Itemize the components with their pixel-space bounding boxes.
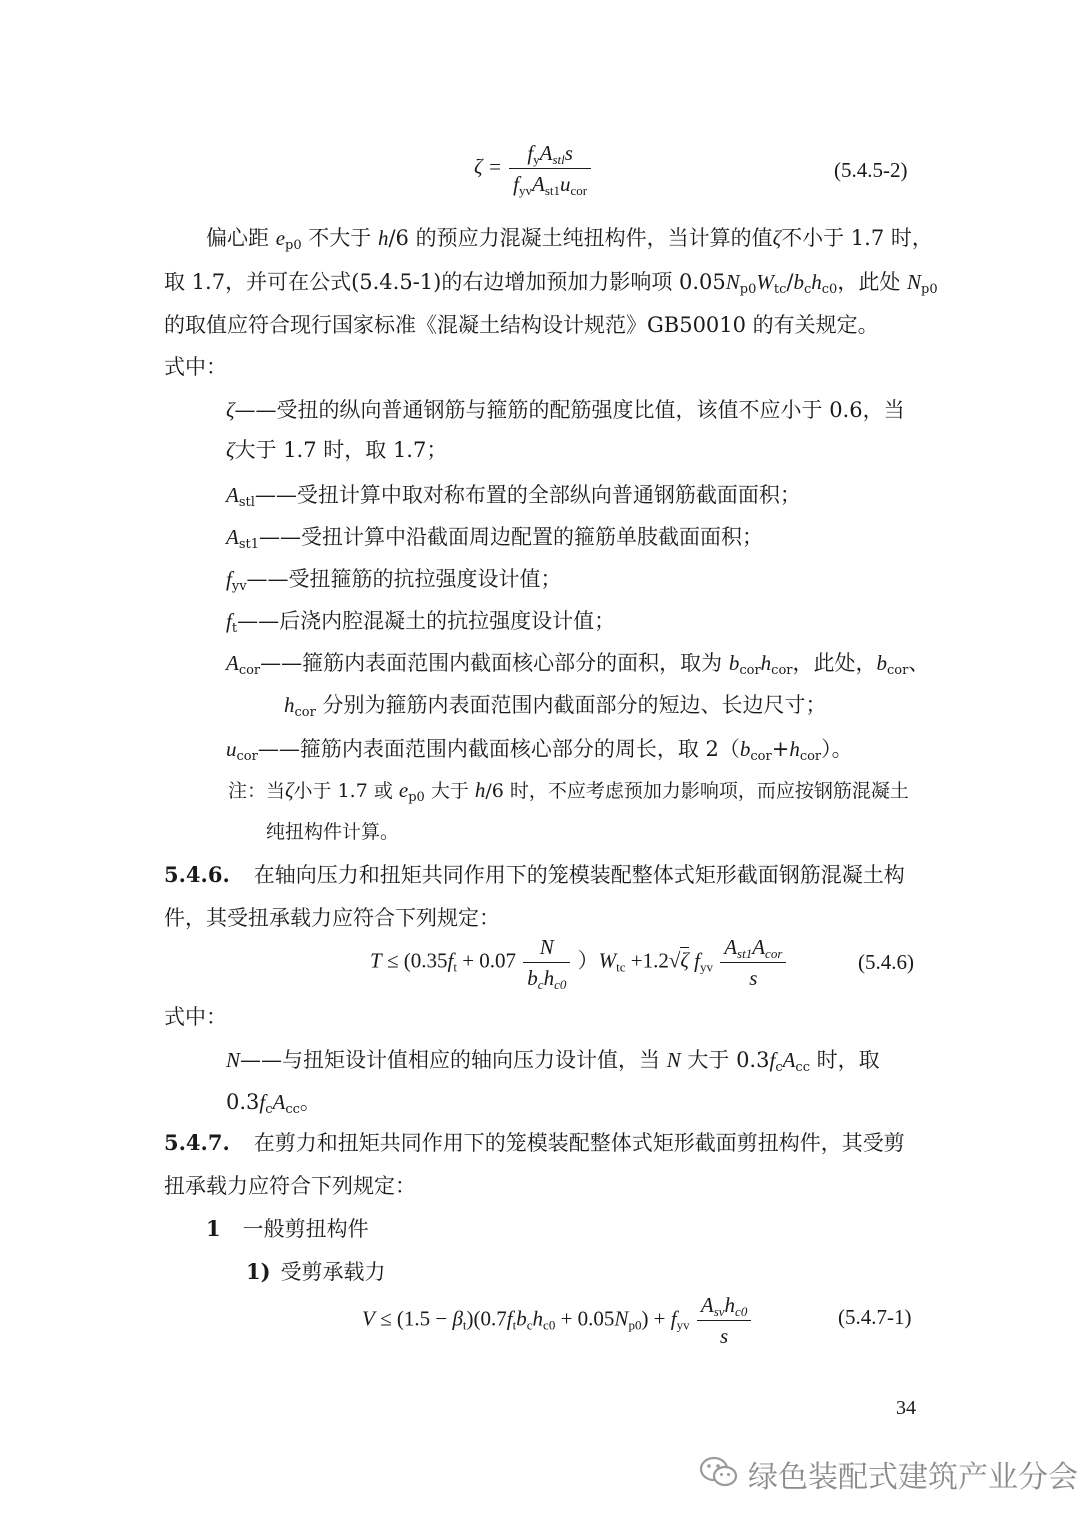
equation-5-4-6: $T \le (0.35f_t + 0.07$ $\frac{N}{b_ch_{c0}}$ ）$W_{tc} +1.2√\zeta$ $f_{yv}$ $\frac{A_{st1}A_{cor}}{s}$	[370, 934, 788, 991]
watermark-text: 绿色装配式建筑产业分会	[748, 1460, 1078, 1495]
section-5-4-6-cont: 件，其受扭承载力应符合下列规定：	[164, 906, 500, 930]
fraction: $\frac{A_{st1}A_{cor}}{s}$	[720, 934, 786, 991]
fraction: $\frac{N}{b_ch_{c0}}$	[523, 934, 570, 991]
page-number: 34	[896, 1397, 916, 1419]
note-line: 纯扭构件计算。	[266, 821, 400, 843]
wechat-icon	[698, 1454, 740, 1490]
where-label: 式中：	[164, 1005, 227, 1029]
section-5-4-6: 5.4.6. 在轴向压力和扭矩共同作用下的笼模装配整体式矩形截面钢筋混凝土构	[164, 862, 905, 887]
sqrt-sign: √	[668, 948, 681, 973]
definition-acor: $A_{cor}——$箍筋内表面范围内截面核心部分的面积，取为 $b_{cor}h_{cor}$，此处，$b_{cor}$、	[226, 651, 930, 678]
fraction: $\frac{f_yA_{stl}s}{f_{yv}A_{st1}u_{cor}}$	[509, 140, 591, 197]
fraction: $\frac{A_{sv}h_{c0}}{s}$	[697, 1292, 751, 1349]
paragraph-line: 取 1.7，并可在公式(5.4.5-1)的右边增加预加力影响项 $0.05N_{p0}W_{tc}/b_ch_{c0}$，此处 $N_{p0}$	[164, 270, 938, 297]
equation-number: (5.4.5-2)	[834, 158, 908, 182]
definition-astl: $A_{stl}——$受扭计算中取对称布置的全部纵向普通钢筋截面面积；	[226, 483, 801, 510]
definition-zeta-cont: ζ大于 1.7 时，取 1.7；	[226, 438, 448, 462]
equation-5-4-7-1: $V \le (1.5 - \beta_t)(0.7f_tb_ch_{c0} + 0.05N_{p0}) + f_{yv}$ $\frac{A_{sv}h_{c0}}{s}$	[362, 1292, 753, 1349]
paragraph-line: 偏心距 $e_{p0}$ 不大于 h/6 的预应力混凝土纯扭构件，当计算的值ζ不小于 1.7 时，	[206, 226, 933, 253]
definition-ucor: $u_{cor}——$箍筋内表面范围内截面核心部分的周长，取 $2(b_{cor}+h_{cor})$。	[226, 737, 853, 764]
section-5-4-7: 5.4.7. 在剪力和扭矩共同作用下的笼模装配整体式矩形截面剪扭构件，其受剪	[164, 1130, 905, 1155]
equation-number: (5.4.6)	[858, 950, 914, 974]
equation-5-4-5-2	[474, 140, 593, 197]
zeta-symbol: ζ =	[474, 154, 502, 179]
equation-number: (5.4.7-1)	[838, 1305, 912, 1329]
paragraph-line: 的取值应符合现行国家标准《混凝土结构设计规范》GB50010 的有关规定。	[164, 313, 879, 337]
definition-ft: $f_t——$后浇内腔混凝土的抗拉强度设计值；	[226, 609, 616, 636]
definition-fyv: $f_{yv}——$受扭箍筋的抗拉强度设计值；	[226, 567, 562, 594]
definition-hcor: $h_{cor}$ 分别为箍筋内表面范围内截面部分的短边、长边尺寸；	[284, 693, 827, 720]
where-label: 式中：	[164, 355, 227, 379]
definition-N: N——与扭矩设计值相应的轴向压力设计值，当 N 大于 $0.3f_cA_{cc}$ 时，取	[226, 1048, 880, 1075]
definition-N-cont: $0.3f_cA_{cc}$。	[226, 1090, 321, 1117]
list-item-1-1: 1) 受剪承载力	[246, 1259, 386, 1284]
note-line: 注：当ζ小于 1.7 或 $e_{p0}$ 大于 h/6 时，不应考虑预加力影响项，而应按钢筋混凝土	[228, 778, 909, 805]
definition-ast1: $A_{st1}——$受扭计算中沿截面周边配置的箍筋单肢截面面积；	[226, 525, 763, 552]
section-5-4-7-cont: 扭承载力应符合下列规定：	[164, 1174, 416, 1198]
definition-zeta: ζ——受扭的纵向普通钢筋与箍筋的配筋强度比值，该值不应小于 0.6，当	[226, 398, 905, 422]
list-item-1: 1 一般剪扭构件	[206, 1216, 369, 1241]
